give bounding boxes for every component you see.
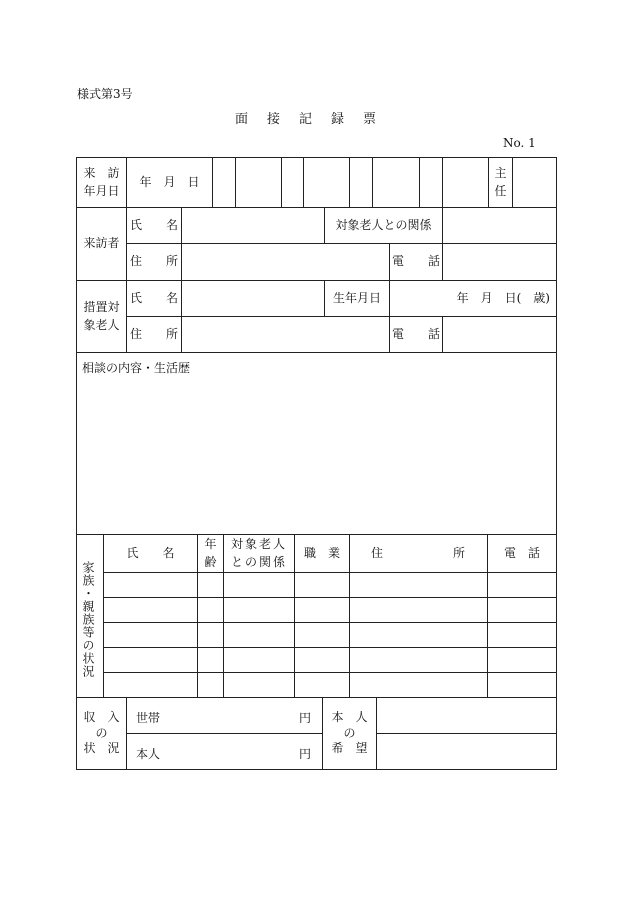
visitor-address-label: 住 所: [129, 254, 178, 269]
family-header-age: 年 齢: [204, 537, 217, 569]
row-divider: [76, 352, 557, 353]
family-section-label: 家族・親族等の状況: [81, 561, 95, 678]
visit-date-label: 来 訪 年月日: [83, 166, 120, 198]
table-row[interactable]: [104, 623, 556, 647]
supervisor-label: 主 任: [494, 166, 507, 198]
family-header-name: 氏 名: [126, 545, 175, 560]
consultation-label: 相談の内容・生活歴: [82, 361, 191, 375]
self-income-field[interactable]: [160, 734, 296, 769]
visitor-address-field[interactable]: [182, 244, 389, 280]
household-income-field[interactable]: [160, 698, 296, 733]
table-row[interactable]: [104, 573, 556, 597]
subject-address-label: 住 所: [129, 326, 178, 341]
consultation-field[interactable]: [77, 378, 556, 533]
wishes-field-bottom[interactable]: [377, 734, 556, 769]
column-divider: [372, 157, 373, 207]
column-divider: [235, 157, 236, 207]
table-row[interactable]: [104, 673, 556, 697]
household-income-unit: 円: [299, 711, 312, 725]
visitor-relation-label: 対象老人との関係: [335, 217, 432, 232]
column-divider: [126, 697, 127, 769]
column-divider: [212, 157, 213, 207]
column-divider: [281, 157, 282, 207]
form-id: 様式第3号: [77, 87, 133, 101]
column-divider: [349, 157, 350, 207]
household-income-label: 世帯: [136, 711, 161, 725]
supervisor-seal-box[interactable]: [513, 158, 556, 207]
income-label: 収 入 の 状 況: [83, 710, 120, 756]
form-number: No. 1: [503, 136, 536, 150]
visit-date-placeholder: 年 月 日: [139, 174, 200, 189]
family-header-occupation: 職 業: [303, 545, 340, 560]
self-income-unit: 円: [299, 747, 312, 761]
visitor-phone-field[interactable]: [443, 244, 556, 280]
subject-phone-field[interactable]: [443, 317, 556, 352]
subject-name-label: 氏 名: [129, 290, 178, 305]
subject-name-field[interactable]: [182, 281, 324, 316]
visitor-phone-label: 電 話: [391, 254, 440, 269]
column-divider: [419, 157, 420, 207]
family-header-relation: 対象老人 との関係: [230, 537, 287, 569]
page-title: 面接記録票: [234, 112, 395, 127]
table-border-bottom: [76, 769, 557, 770]
family-header-phone: 電 話: [503, 545, 540, 560]
visitor-label: 来訪者: [83, 236, 120, 251]
visitor-relation-field[interactable]: [443, 208, 556, 243]
column-divider: [303, 157, 304, 207]
column-divider: [442, 157, 443, 207]
table-row[interactable]: [104, 648, 556, 672]
subject-label: 措置対 象老人: [83, 300, 120, 332]
wishes-field-top[interactable]: [377, 698, 556, 733]
wishes-label: 本 人 の 希 望: [331, 710, 368, 756]
table-row[interactable]: [104, 598, 556, 622]
visitor-name-field[interactable]: [182, 208, 324, 243]
visitor-name-label: 氏 名: [129, 217, 178, 232]
subject-phone-label: 電 話: [391, 326, 440, 341]
table-border-right: [556, 157, 557, 769]
subject-birthdate-field[interactable]: 年 月 日( 歳): [456, 290, 550, 305]
subject-birthdate-label: 生年月日: [332, 290, 381, 305]
self-income-label: 本人: [136, 747, 161, 761]
subject-address-field[interactable]: [182, 317, 389, 352]
family-header-address: 住 所: [371, 545, 465, 560]
